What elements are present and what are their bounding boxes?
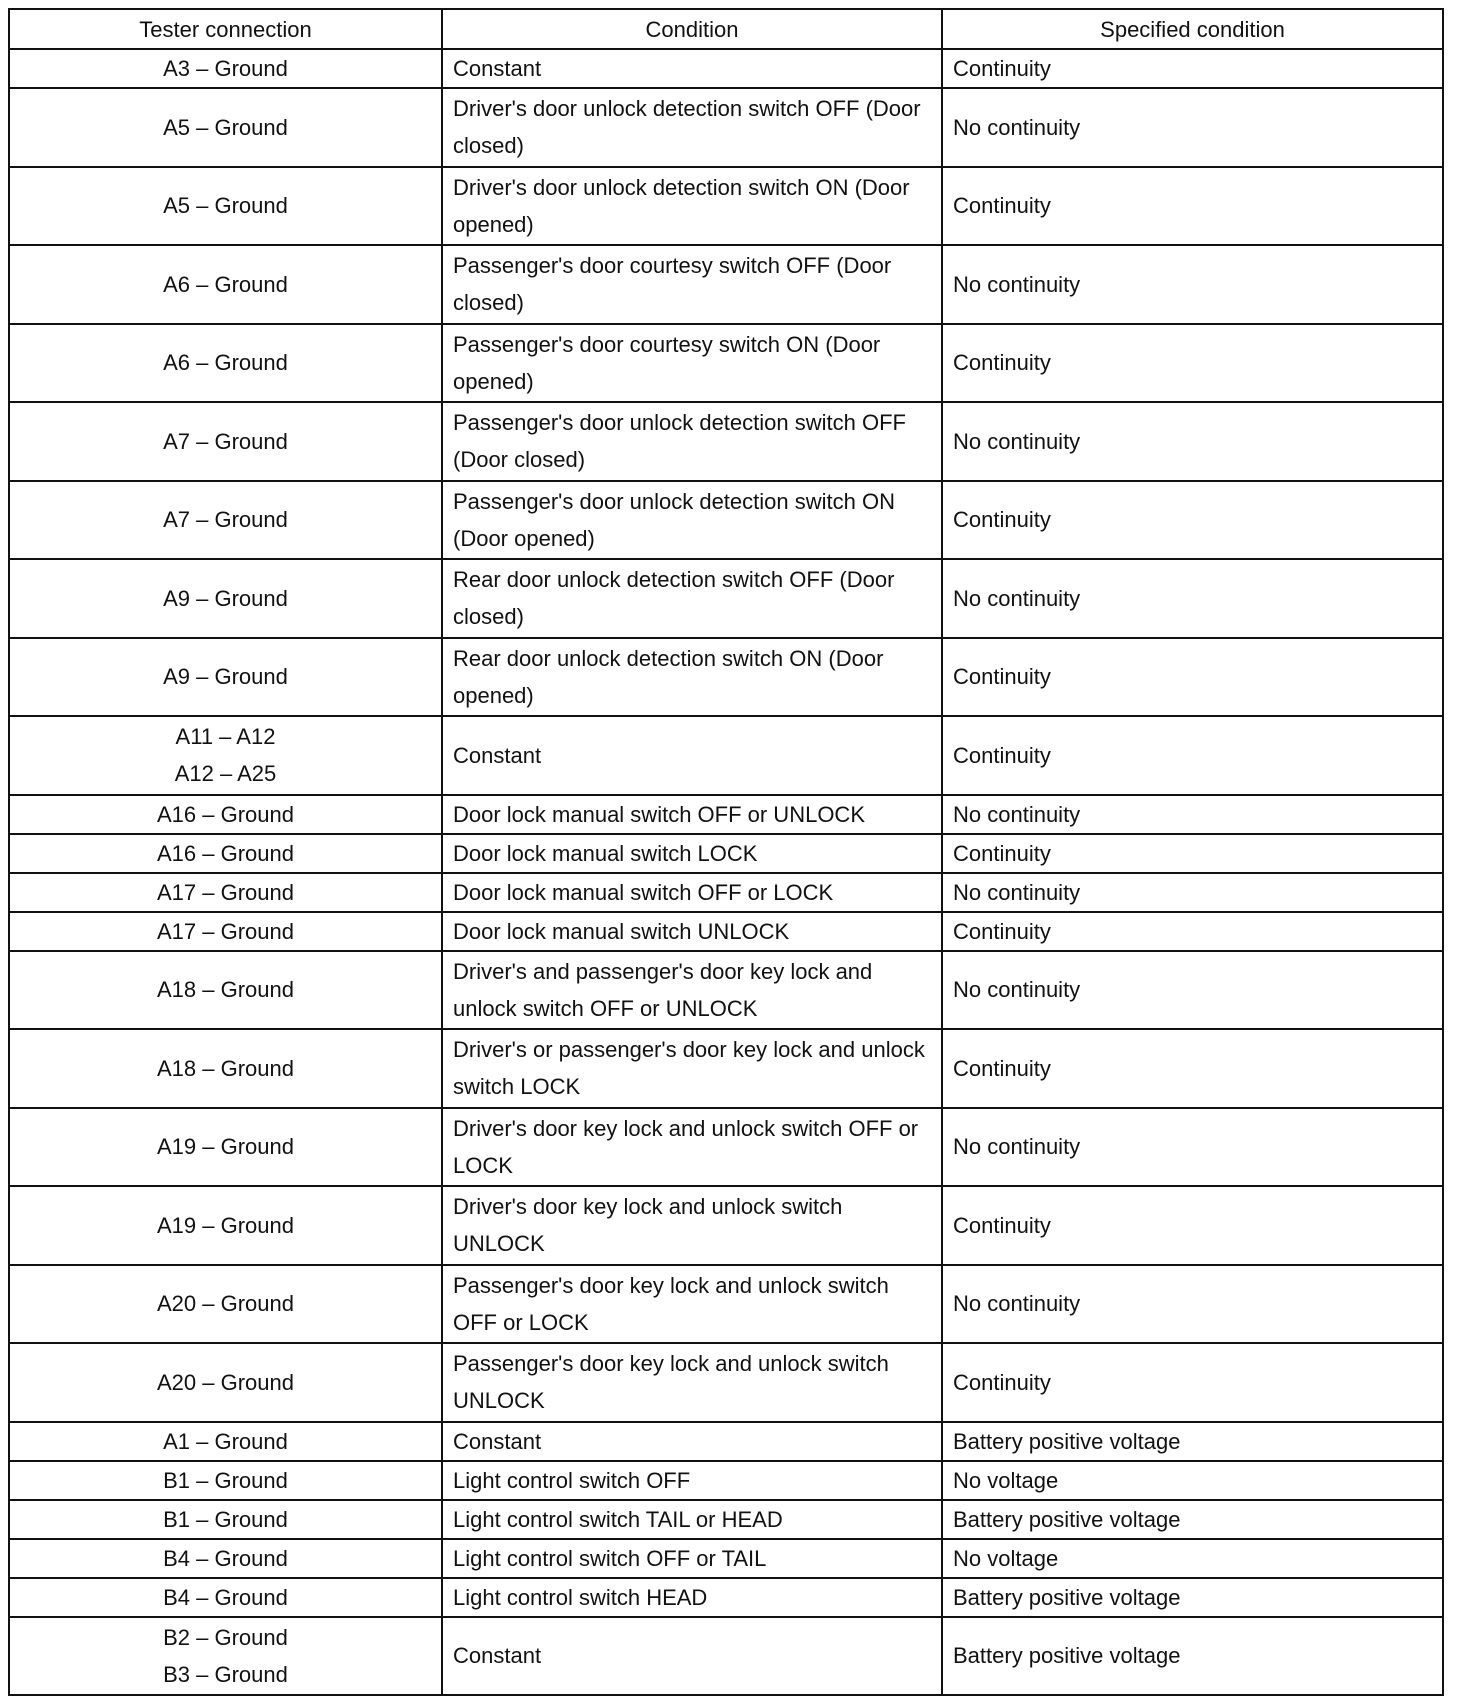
condition-cell bbox=[441, 1501, 941, 1538]
condition-text: (Door closed) bbox=[453, 447, 586, 473]
specified-condition-text: Battery positive voltage bbox=[953, 1428, 1181, 1454]
condition-cell bbox=[441, 246, 941, 323]
condition-text: Driver's door unlock detection switch ON (Door bbox=[453, 174, 910, 200]
table-header-row bbox=[10, 10, 1442, 48]
table-row bbox=[10, 715, 1442, 794]
specified-condition-cell bbox=[941, 1618, 1442, 1695]
tester-connection-cell bbox=[10, 952, 441, 1029]
condition-cell bbox=[441, 1423, 941, 1460]
tester-connection-text: A7 – Ground bbox=[163, 428, 288, 454]
specified-condition-text: Continuity bbox=[953, 350, 1051, 376]
specified-condition-text: Continuity bbox=[953, 193, 1051, 219]
tester-connection-cell bbox=[10, 639, 441, 716]
condition-text: OFF or LOCK bbox=[453, 1309, 589, 1335]
tester-connection-text: B4 – Ground bbox=[163, 1545, 288, 1571]
condition-text: Passenger's door courtesy switch ON (Door bbox=[453, 331, 881, 357]
condition-text: Rear door unlock detection switch OFF (Door bbox=[453, 567, 895, 593]
condition-text: Passenger's door unlock detection switch OFF bbox=[453, 410, 906, 436]
condition-cell bbox=[441, 560, 941, 637]
table-row bbox=[10, 1185, 1442, 1264]
condition-cell bbox=[441, 168, 941, 245]
tester-connection-cell bbox=[10, 50, 441, 87]
specified-condition-cell bbox=[941, 952, 1442, 1029]
tester-connection-text: A12 – A25 bbox=[174, 761, 277, 787]
condition-cell bbox=[441, 1266, 941, 1343]
tester-connection-text: B3 – Ground bbox=[163, 1661, 288, 1687]
specified-condition-text: Battery positive voltage bbox=[953, 1643, 1181, 1669]
table-row bbox=[10, 48, 1442, 87]
condition-text: unlock switch OFF or UNLOCK bbox=[453, 995, 758, 1021]
tester-connection-cell bbox=[10, 246, 441, 323]
tester-connection-cell bbox=[10, 1501, 441, 1538]
condition-cell bbox=[441, 50, 941, 87]
condition-text: Door lock manual switch UNLOCK bbox=[453, 918, 790, 944]
condition-cell bbox=[441, 913, 941, 950]
condition-text: Driver's and passenger's door key lock and bbox=[453, 958, 873, 984]
specified-condition-cell bbox=[941, 1423, 1442, 1460]
header-tester-connection-label: Tester connection bbox=[139, 16, 312, 42]
condition-text: Light control switch HEAD bbox=[453, 1584, 708, 1610]
condition-text: Light control switch TAIL or HEAD bbox=[453, 1506, 783, 1532]
specified-condition-cell bbox=[941, 168, 1442, 245]
specified-condition-text: Continuity bbox=[953, 56, 1051, 81]
tester-connection-text: A6 – Ground bbox=[163, 350, 288, 376]
tester-connection-text: A1 – Ground bbox=[163, 1428, 288, 1454]
table-row bbox=[10, 87, 1442, 166]
table-row bbox=[10, 1107, 1442, 1186]
tester-connection-cell bbox=[10, 1462, 441, 1499]
condition-text: Door lock manual switch LOCK bbox=[453, 840, 758, 866]
tester-connection-text: B2 – Ground bbox=[163, 1624, 288, 1650]
table-row bbox=[10, 166, 1442, 245]
condition-text: Driver's door key lock and unlock switch OFF or bbox=[453, 1115, 919, 1141]
tester-connection-cell bbox=[10, 482, 441, 559]
condition-text: UNLOCK bbox=[453, 1388, 545, 1414]
specified-condition-cell bbox=[941, 1540, 1442, 1577]
tester-connection-text: A9 – Ground bbox=[163, 585, 288, 611]
header-specified-condition bbox=[941, 10, 1442, 48]
specified-condition-cell bbox=[941, 1501, 1442, 1538]
specified-condition-cell bbox=[941, 835, 1442, 872]
table-row bbox=[10, 794, 1442, 833]
specified-condition-text: No continuity bbox=[953, 879, 1081, 905]
table-row bbox=[10, 1616, 1442, 1695]
table-row bbox=[10, 558, 1442, 637]
header-tester-connection bbox=[10, 10, 441, 48]
tester-connection-cell bbox=[10, 1187, 441, 1264]
tester-connection-cell bbox=[10, 325, 441, 402]
tester-connection-text: A18 – Ground bbox=[157, 1055, 294, 1081]
condition-cell bbox=[441, 1462, 941, 1499]
header-specified-condition-label: Specified condition bbox=[1100, 16, 1285, 42]
tester-connection-cell bbox=[10, 874, 441, 911]
table-row bbox=[10, 1577, 1442, 1616]
specified-condition-cell bbox=[941, 325, 1442, 402]
condition-cell bbox=[441, 1618, 941, 1695]
tester-connection-text: A3 – Ground bbox=[163, 56, 288, 81]
table-row bbox=[10, 637, 1442, 716]
specified-condition-text: Continuity bbox=[953, 918, 1051, 944]
tester-connection-cell bbox=[10, 168, 441, 245]
tester-connection-cell bbox=[10, 717, 441, 794]
tester-connection-text: A6 – Ground bbox=[163, 271, 288, 297]
specified-condition-cell bbox=[941, 403, 1442, 480]
specified-condition-cell bbox=[941, 482, 1442, 559]
continuity-table bbox=[8, 8, 1444, 1696]
condition-text: Passenger's door key lock and unlock switch bbox=[453, 1351, 889, 1377]
tester-connection-text: A16 – Ground bbox=[157, 801, 294, 827]
specified-condition-text: No voltage bbox=[953, 1545, 1059, 1571]
table-row bbox=[10, 480, 1442, 559]
specified-condition-text: Continuity bbox=[953, 664, 1051, 690]
specified-condition-text: Continuity bbox=[953, 1055, 1051, 1081]
tester-connection-cell bbox=[10, 1344, 441, 1421]
condition-text: Rear door unlock detection switch ON (Door bbox=[453, 645, 884, 671]
specified-condition-cell bbox=[941, 1266, 1442, 1343]
tester-connection-cell bbox=[10, 403, 441, 480]
condition-text: Passenger's door courtesy switch OFF (Door bbox=[453, 253, 892, 279]
condition-cell bbox=[441, 1579, 941, 1616]
specified-condition-cell bbox=[941, 874, 1442, 911]
condition-text: switch LOCK bbox=[453, 1074, 581, 1100]
tester-connection-cell bbox=[10, 560, 441, 637]
condition-cell bbox=[441, 325, 941, 402]
tester-connection-cell bbox=[10, 1109, 441, 1186]
table-row bbox=[10, 323, 1442, 402]
condition-text: Driver's door key lock and unlock switch bbox=[453, 1194, 843, 1220]
tester-connection-text: B1 – Ground bbox=[163, 1506, 288, 1532]
condition-cell bbox=[441, 403, 941, 480]
tester-connection-cell bbox=[10, 913, 441, 950]
tester-connection-cell bbox=[10, 835, 441, 872]
condition-text: closed) bbox=[453, 290, 524, 316]
tester-connection-cell bbox=[10, 1030, 441, 1107]
specified-condition-text: Battery positive voltage bbox=[953, 1584, 1181, 1610]
specified-condition-text: Continuity bbox=[953, 507, 1051, 533]
condition-text: Constant bbox=[453, 1643, 542, 1669]
tester-connection-cell bbox=[10, 1540, 441, 1577]
condition-cell bbox=[441, 1030, 941, 1107]
condition-cell bbox=[441, 717, 941, 794]
condition-cell bbox=[441, 1187, 941, 1264]
specified-condition-cell bbox=[941, 1462, 1442, 1499]
specified-condition-cell bbox=[941, 1030, 1442, 1107]
tester-connection-text: B1 – Ground bbox=[163, 1467, 288, 1493]
table-row bbox=[10, 1499, 1442, 1538]
table-row bbox=[10, 244, 1442, 323]
condition-text: UNLOCK bbox=[453, 1231, 545, 1257]
condition-text: Constant bbox=[453, 1428, 542, 1454]
specified-condition-cell bbox=[941, 796, 1442, 833]
specified-condition-cell bbox=[941, 639, 1442, 716]
table-row bbox=[10, 950, 1442, 1029]
tester-connection-text: A5 – Ground bbox=[163, 193, 288, 219]
tester-connection-text: A20 – Ground bbox=[157, 1369, 294, 1395]
specified-condition-text: Battery positive voltage bbox=[953, 1506, 1181, 1532]
condition-text: Light control switch OFF bbox=[453, 1467, 691, 1493]
condition-text: Door lock manual switch OFF or UNLOCK bbox=[453, 801, 865, 827]
condition-text: Passenger's door key lock and unlock switch bbox=[453, 1272, 889, 1298]
tester-connection-cell bbox=[10, 1579, 441, 1616]
table-row bbox=[10, 1421, 1442, 1460]
tester-connection-cell bbox=[10, 1423, 441, 1460]
specified-condition-text: No continuity bbox=[953, 271, 1081, 297]
specified-condition-cell bbox=[941, 246, 1442, 323]
condition-text: Constant bbox=[453, 742, 542, 768]
condition-cell bbox=[441, 1540, 941, 1577]
condition-text: closed) bbox=[453, 604, 524, 630]
tester-connection-text: A5 – Ground bbox=[163, 114, 288, 140]
tester-connection-text: A7 – Ground bbox=[163, 507, 288, 533]
condition-text: opened) bbox=[453, 211, 534, 237]
tester-connection-text: A9 – Ground bbox=[163, 664, 288, 690]
tester-connection-text: A11 – A12 bbox=[175, 724, 276, 750]
table-row bbox=[10, 872, 1442, 911]
header-condition-label: Condition bbox=[645, 16, 739, 42]
condition-cell bbox=[441, 482, 941, 559]
condition-cell bbox=[441, 1109, 941, 1186]
specified-condition-text: No voltage bbox=[953, 1467, 1059, 1493]
specified-condition-text: No continuity bbox=[953, 114, 1081, 140]
specified-condition-text: Continuity bbox=[953, 840, 1051, 866]
specified-condition-text: No continuity bbox=[953, 1291, 1081, 1317]
specified-condition-text: Continuity bbox=[953, 1212, 1051, 1238]
condition-cell bbox=[441, 1344, 941, 1421]
condition-cell bbox=[441, 952, 941, 1029]
table-row bbox=[10, 1538, 1442, 1577]
condition-text: Passenger's door unlock detection switch ON bbox=[453, 488, 895, 514]
specified-condition-text: No continuity bbox=[953, 977, 1081, 1003]
specified-condition-text: No continuity bbox=[953, 801, 1081, 827]
specified-condition-cell bbox=[941, 1344, 1442, 1421]
condition-cell bbox=[441, 874, 941, 911]
specified-condition-cell bbox=[941, 50, 1442, 87]
specified-condition-text: No continuity bbox=[953, 585, 1081, 611]
tester-connection-text: A19 – Ground bbox=[157, 1212, 294, 1238]
table-row bbox=[10, 833, 1442, 872]
tester-connection-text: A16 – Ground bbox=[157, 840, 294, 866]
condition-text: Door lock manual switch OFF or LOCK bbox=[453, 879, 834, 905]
condition-text: opened) bbox=[453, 368, 534, 394]
specified-condition-cell bbox=[941, 560, 1442, 637]
header-condition bbox=[441, 10, 941, 48]
condition-cell bbox=[441, 89, 941, 166]
condition-text: opened) bbox=[453, 682, 534, 708]
condition-cell bbox=[441, 639, 941, 716]
tester-connection-text: B4 – Ground bbox=[163, 1584, 288, 1610]
tester-connection-cell bbox=[10, 796, 441, 833]
table-row bbox=[10, 1264, 1442, 1343]
condition-text: Driver's door unlock detection switch OFF (Door bbox=[453, 96, 921, 122]
specified-condition-cell bbox=[941, 89, 1442, 166]
tester-connection-text: A17 – Ground bbox=[157, 918, 294, 944]
specified-condition-cell bbox=[941, 913, 1442, 950]
tester-connection-cell bbox=[10, 1266, 441, 1343]
table-row bbox=[10, 1460, 1442, 1499]
specified-condition-text: No continuity bbox=[953, 1134, 1081, 1160]
specified-condition-text: Continuity bbox=[953, 742, 1051, 768]
tester-connection-cell bbox=[10, 1618, 441, 1695]
condition-text: Driver's or passenger's door key lock and unlock bbox=[453, 1037, 925, 1063]
condition-text: Constant bbox=[453, 56, 542, 81]
table-row bbox=[10, 911, 1442, 950]
tester-connection-text: A17 – Ground bbox=[157, 879, 294, 905]
condition-cell bbox=[441, 835, 941, 872]
condition-text: Light control switch OFF or TAIL bbox=[453, 1545, 767, 1571]
condition-text: (Door opened) bbox=[453, 525, 595, 551]
specified-condition-cell bbox=[941, 717, 1442, 794]
table-row bbox=[10, 401, 1442, 480]
condition-text: LOCK bbox=[453, 1152, 513, 1178]
table-row bbox=[10, 1342, 1442, 1421]
condition-text: closed) bbox=[453, 133, 524, 159]
tester-connection-text: A19 – Ground bbox=[157, 1134, 294, 1160]
tester-connection-text: A18 – Ground bbox=[157, 977, 294, 1003]
specified-condition-text: No continuity bbox=[953, 428, 1081, 454]
specified-condition-cell bbox=[941, 1109, 1442, 1186]
specified-condition-cell bbox=[941, 1187, 1442, 1264]
table-row bbox=[10, 1028, 1442, 1107]
condition-cell bbox=[441, 796, 941, 833]
tester-connection-text: A20 – Ground bbox=[157, 1291, 294, 1317]
specified-condition-cell bbox=[941, 1579, 1442, 1616]
specified-condition-text: Continuity bbox=[953, 1369, 1051, 1395]
tester-connection-cell bbox=[10, 89, 441, 166]
